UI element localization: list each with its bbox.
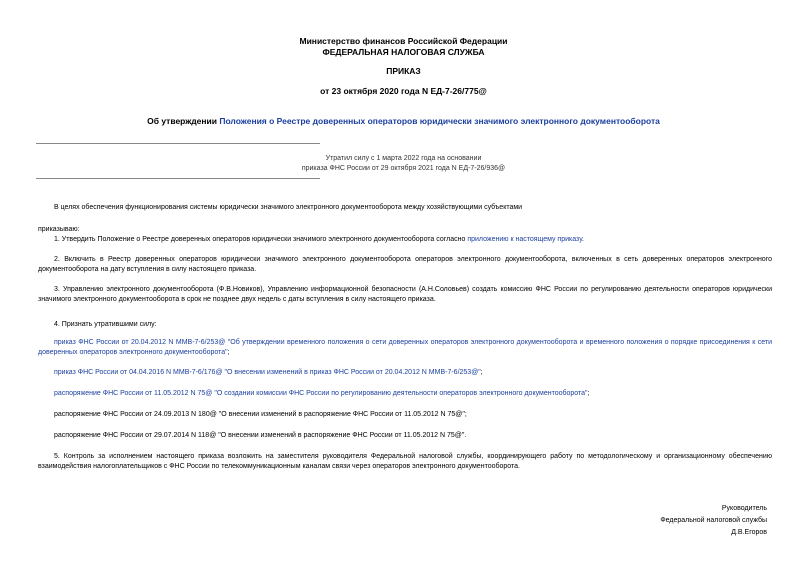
paragraph-4: 4. Признать утратившими силу: <box>54 321 157 328</box>
paragraph-1 <box>38 235 772 245</box>
p1-end: . <box>582 236 584 243</box>
ministry-name: Министерство финансов Российской Федерации <box>299 36 508 46</box>
paragraph-3: 3. Управлению электронного документооборота (Ф.В.Новиков), Управлению информационной безопасности (А.Н.Соловьев) создать комиссию ФНС России по регулированию деятельности операторов юридически значимого электронного документооборота в срок не позднее двух недель с даты вступления в силу настоящего приказа. <box>38 286 772 303</box>
revoked-item-4: распоряжение ФНС России от 24.09.2013 N 180@ "О внесении изменений в распоряжение ФНС России от 11.05.2012 N 75@"; <box>54 411 467 418</box>
title-link[interactable]: Положения о Реестре доверенных операторов юридически значимого электронного документооборота <box>219 116 660 126</box>
service-name: ФЕДЕРАЛЬНАЯ НАЛОГОВАЯ СЛУЖБА <box>322 47 485 57</box>
revoked-item-1 <box>38 338 772 358</box>
status-note-line: Утратил силу с 1 марта 2022 года на основании <box>325 155 482 162</box>
doc-date-number: от 23 октября 2020 года N ЕД-7-26/775@ <box>320 86 487 96</box>
rev2-end: ; <box>480 369 483 376</box>
doc-type: ПРИКАЗ <box>386 66 421 76</box>
revoked-link-1[interactable]: приказ ФНС России от 20.04.2012 N ММВ-7-6/253@ "Об утверждении временного положения о сети доверенных операторов электронного документооборота и временного положения о порядке присоединения к сети доверенных операторов электронного документооборота" <box>38 339 772 356</box>
p1-text: 1. Утвердить Положение о Реестре доверенных операторов юридически значимого электронного документооборота согласно <box>54 236 468 243</box>
status-note-link[interactable]: приказа ФНС России от 29 октября 2021 года N ЕД-7-26/936@ <box>301 165 506 172</box>
rev1-end: ; <box>227 349 230 356</box>
divider-bottom <box>36 178 320 179</box>
paragraph-5: 5. Контроль за исполнением настоящего приказа возложить на заместителя руководителя Федеральной налоговой службы, координирующего работу по методологическому и организационному обеспечению взаимодействия налогоплательщиков с ФНС России по телекоммуникационным каналам связи через операторов электронного документооборота. <box>38 453 772 470</box>
order-word: приказываю: <box>38 226 80 233</box>
signature-position-2: Федеральной налоговой службы <box>660 517 767 524</box>
page-title <box>0 116 807 127</box>
intro-paragraph: В целях обеспечения функционирования системы юридически значимого электронного документооборота между хозяйствующими субъектами <box>54 204 523 211</box>
revoked-item-2 <box>38 368 772 378</box>
paragraph-2: 2. Включить в Реестр доверенных операторов юридически значимого электронного документооборота операторов электронного документооборота, включенных в сеть доверенных операторов электронного документооборота на дату вступления в силу настоящего приказа. <box>38 256 772 273</box>
title-prefix: Об утверждении <box>147 116 220 126</box>
revoked-link-2[interactable]: приказ ФНС России от 04.04.2016 N ММВ-7-6/176@ "О внесении изменений в приказ ФНС России от 20.04.2012 N ММВ-7-6/253@" <box>54 369 481 376</box>
divider-top <box>36 143 320 144</box>
appendix-link[interactable]: приложению к настоящему приказу <box>467 236 582 243</box>
revoked-link-3[interactable]: распоряжение ФНС России от 11.05.2012 N 75@ "О создании комиссии ФНС России по регулированию деятельности операторов электронного документооборота" <box>54 390 588 397</box>
revoked-item-3 <box>38 389 772 399</box>
signature-name: Д.В.Егоров <box>731 529 767 536</box>
revoked-item-5: распоряжение ФНС России от 29.07.2014 N 118@ "О внесении изменений в распоряжение ФНС России от 11.05.2012 N 75@". <box>54 432 467 439</box>
signature-position-1: Руководитель <box>721 505 767 512</box>
rev3-end: ; <box>587 390 590 397</box>
